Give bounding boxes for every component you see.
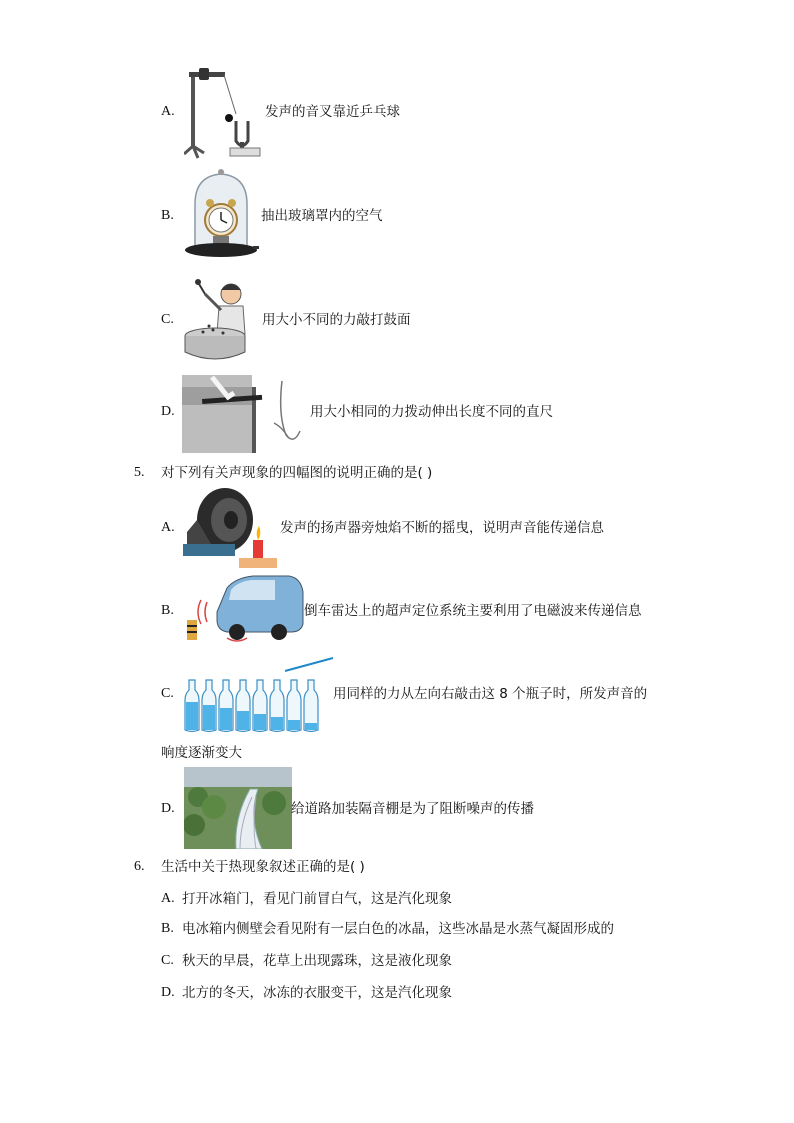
bottle-icon bbox=[219, 680, 233, 732]
q6-option-d-label: D. bbox=[161, 985, 175, 1000]
q6-option-c-label: C. bbox=[161, 953, 174, 968]
bottle-icon bbox=[236, 680, 250, 732]
q4-option-d-text: 用大小相同的力拨动伸出长度不同的直尺 bbox=[310, 404, 553, 420]
bottle-icon bbox=[253, 680, 267, 732]
q6-option-c-text: 秋天的早晨，花草上出现露珠，这是液化现象 bbox=[182, 953, 452, 969]
q6-option-a-label: A. bbox=[161, 891, 175, 906]
q4-option-a-label: A. bbox=[161, 104, 175, 119]
q4-option-c-label: C. bbox=[161, 312, 174, 327]
boy-drum-figure bbox=[183, 276, 261, 366]
q6-option-b-text: 电冰箱内侧壁会看见附有一层白色的冰晶，这些冰晶是水蒸气凝固形成的 bbox=[182, 921, 614, 937]
q4-option-b-label: B. bbox=[161, 208, 174, 223]
sound-barrier-road-figure bbox=[184, 767, 292, 849]
q6-stem: 生活中关于热现象叙述正确的是( ) bbox=[161, 859, 365, 875]
car-reversing-radar-figure bbox=[183, 572, 305, 646]
q4-option-a-text: 发声的音叉靠近乒乓球 bbox=[265, 104, 400, 120]
q5-option-d-text: 给道路加装隔音棚是为了阻断噪声的传播 bbox=[291, 801, 534, 817]
q4-option-c-text: 用大小不同的力敲打鼓面 bbox=[262, 312, 411, 328]
q5-option-b-label: B. bbox=[161, 603, 174, 618]
q6-number: 6. bbox=[134, 859, 145, 874]
q6-option-d-text: 北方的冬天，冰冻的衣服变干，这是汽化现象 bbox=[182, 985, 452, 1001]
q5-option-c-text: 用同样的力从左向右敲击这 8 个瓶子时，所发声音的 bbox=[333, 686, 648, 702]
bottle-icon bbox=[287, 680, 301, 732]
bottle-icon bbox=[185, 680, 199, 732]
bottle-icon bbox=[304, 680, 318, 732]
speaker-candle-figure bbox=[183, 486, 283, 570]
ruler-on-table-figure bbox=[182, 375, 306, 453]
tuning-fork-pingpong-figure bbox=[184, 66, 264, 160]
q4-option-d-label: D. bbox=[161, 404, 175, 419]
q5-number: 5. bbox=[134, 465, 145, 480]
q5-option-d-label: D. bbox=[161, 801, 175, 816]
q5-option-a-label: A. bbox=[161, 520, 175, 535]
bottle-icon bbox=[270, 680, 284, 732]
q6-option-a-text: 打开冰箱门，看见门前冒白气，这是汽化现象 bbox=[182, 891, 452, 907]
q6-option-b-label: B. bbox=[161, 921, 174, 936]
q4-option-b-text: 抽出玻璃罩内的空气 bbox=[261, 208, 383, 224]
q5-option-c-label: C. bbox=[161, 686, 174, 701]
eight-bottles-figure bbox=[183, 656, 335, 734]
q5-option-b-text: 倒车雷达上的超声定位系统主要利用了电磁波来传递信息 bbox=[304, 603, 642, 619]
q5-stem: 对下列有关声现象的四幅图的说明正确的是( ) bbox=[161, 465, 433, 481]
q5-option-a-text: 发声的扬声器旁烛焰不断的摇曳，说明声音能传递信息 bbox=[280, 520, 604, 536]
q5-option-c-continuation: 响度逐渐变大 bbox=[161, 745, 242, 761]
bottle-icon bbox=[202, 680, 216, 732]
bell-jar-clock-figure bbox=[183, 168, 259, 262]
